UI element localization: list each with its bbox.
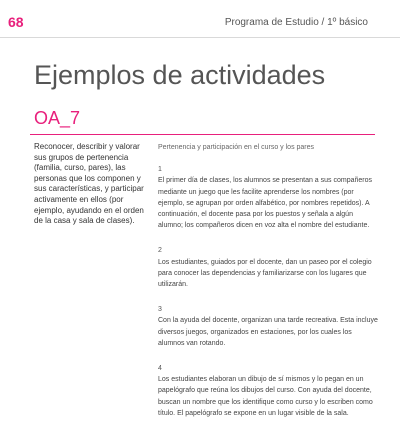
activity-number: 4 xyxy=(158,365,162,373)
activity-text: Los estudiantes, guiados por el docente, dan un paseo por el colegio para conocer las dependencias y familiarizarse con los lugares que utilizarán. xyxy=(158,258,372,289)
activity-number: 1 xyxy=(158,166,162,174)
activity-text: Con la ayuda del docente, organizan una tarde recreativa. Esta incluye diversos juegos, organizados en estaciones, por los cuales los alumnos van rotando. xyxy=(158,317,378,347)
objective-text: Reconocer, describir y valorar sus grupos de pertenencia (familia, curso, pares), las personas que los componen y sus características, y participar activamente en ellos (por ejemplo, ayudando en el orden de la casa y sala de clases). xyxy=(34,142,144,226)
header-divider xyxy=(0,37,400,38)
activity-item xyxy=(158,363,378,419)
activity-text: El primer día de clases, los alumnos se presentan a sus compañeros mediante un juego que les facilite aprenderse los nombres (por ejemplo, se agrupan por orden alfabético, por nombres repetidos). A continuación, el docente pasa por los puestos y señala a algún alumno; los compañeros dicen en voz alta el nombre del estudiante. xyxy=(158,177,372,230)
activity-text: Los estudiantes elaboran un dibujo de sí mismos y lo pegan en un papelógrafo que reúna los dibujos del curso. Con ayuda del docente, buscan un nombre que los identifique como curso y lo escriben como título. El papelógrafo se expone en un lugar visible de la sala. xyxy=(158,376,373,417)
activities-column xyxy=(158,142,378,433)
activity-number: 3 xyxy=(158,306,162,314)
page-number: 68 xyxy=(8,14,24,30)
section-title: Ejemplos de actividades xyxy=(34,60,326,90)
oa-label: OA_7 xyxy=(34,108,81,128)
activity-number: 2 xyxy=(158,247,162,255)
activity-item xyxy=(158,164,378,231)
activities-heading: Pertenencia y participación en el curso y los pares xyxy=(158,144,315,151)
oa-divider xyxy=(30,134,375,135)
activity-item xyxy=(158,245,378,290)
running-header: Programa de Estudio / 1º básico xyxy=(224,17,368,28)
activity-item xyxy=(158,304,378,349)
